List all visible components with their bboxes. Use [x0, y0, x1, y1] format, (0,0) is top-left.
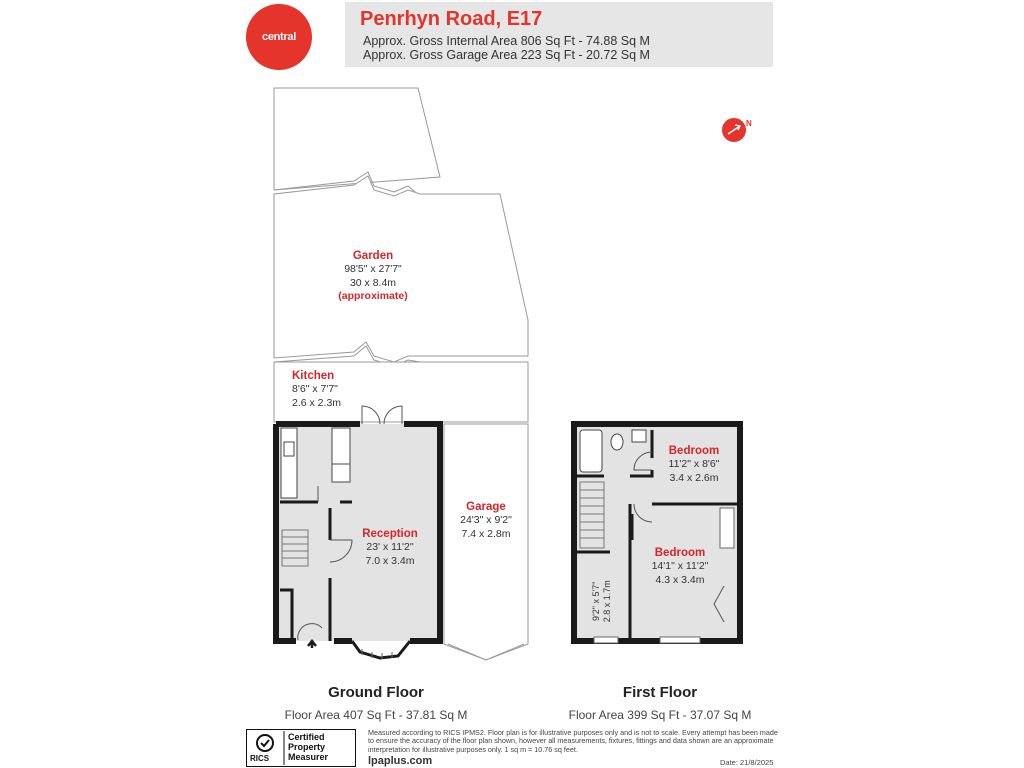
wardrobe	[720, 508, 734, 548]
property-title: Penrhyn Road, E17	[360, 8, 543, 30]
room-name: Garden	[352, 250, 394, 262]
room-metric: 7.4 x 2.8m	[461, 527, 511, 540]
room-imperial: 23' x 11'2"	[366, 541, 414, 554]
ground-stairs	[282, 530, 308, 566]
room-small	[591, 571, 614, 631]
room-name: Kitchen	[292, 370, 335, 382]
room-imperial: 98'5" x 27'7"	[344, 263, 402, 276]
window-small-room	[594, 637, 618, 643]
bay-window	[352, 641, 410, 658]
first-floor-title: First Floor	[622, 684, 698, 701]
website-link[interactable]: lpaplus.com	[368, 755, 433, 767]
basin	[632, 430, 646, 442]
room-garage	[446, 500, 526, 541]
entrance-arrow-icon	[308, 641, 316, 648]
room-reception	[350, 527, 430, 568]
garden-outline-top	[274, 88, 440, 190]
toilet	[611, 434, 623, 450]
room-note: (approximate)	[338, 289, 408, 302]
first-floor-area: Floor Area 399 Sq Ft - 37.07 Sq M	[568, 708, 752, 722]
room-metric: 30 x 8.4m	[349, 276, 397, 289]
room-imperial: 14'1" x 11'2"	[651, 560, 709, 573]
rics-wordmark: RICS	[250, 754, 270, 763]
room-imperial: 8'6" x 7'7"	[292, 383, 338, 396]
internal-area-text: Approx. Gross Internal Area 806 Sq Ft - 74.88 Sq M	[363, 34, 650, 48]
room-kitchen	[292, 369, 341, 410]
room-bedroom-1	[654, 444, 734, 485]
room-garden	[330, 249, 416, 303]
plan-date: Date: 21/8/2025	[720, 758, 774, 767]
room-bedroom-2	[640, 546, 720, 587]
kitchen-appliance	[332, 464, 350, 482]
room-name: Garage	[466, 501, 506, 513]
disclaimer-text: Measured according to RICS IPMS2. Floor plan is for illustrative purposes only and is not to scale. Every attempt has been made to ensure the accuracy of the floor plan shown, however all measurements, fixtures, fittings and data shown are an approximate interpretation for illustrative purposes only. 1 sq m = 10.76 sq feet.	[368, 728, 778, 754]
rics-badge	[246, 729, 356, 767]
room-imperial: 24'3" x 9'2"	[460, 514, 512, 527]
room-metric: 2.6 x 2.3m	[292, 396, 342, 409]
kitchen-counter-left	[281, 428, 297, 498]
bath	[580, 430, 602, 472]
room-imperial: 11'2" x 8'6"	[668, 458, 720, 471]
brand-logo-text: central	[262, 31, 296, 43]
room-imperial: 9'2" x 5'7"	[590, 581, 601, 621]
garage-outline	[444, 424, 528, 660]
room-name: Bedroom	[654, 547, 706, 559]
room-metric: 4.3 x 3.4m	[655, 573, 705, 586]
garage-area-text: Approx. Gross Garage Area 223 Sq Ft - 20.72 Sq M	[363, 48, 650, 62]
room-metric: 7.0 x 3.4m	[365, 554, 415, 567]
kitchen-sink	[284, 442, 294, 456]
window-bedroom2	[660, 637, 700, 643]
compass-label: N	[746, 119, 752, 128]
kitchen-counter-right	[332, 428, 350, 464]
room-metric: 3.4 x 2.6m	[669, 471, 719, 484]
ground-floor-title: Ground Floor	[328, 684, 424, 701]
room-name: Reception	[362, 528, 418, 540]
rics-badge-text: Certified Property Measurer	[288, 732, 329, 762]
room-metric: 2.8 x 1.7m	[602, 580, 612, 623]
ground-floor-area: Floor Area 407 Sq Ft - 37.81 Sq M	[284, 708, 468, 722]
room-name: Bedroom	[668, 445, 720, 457]
